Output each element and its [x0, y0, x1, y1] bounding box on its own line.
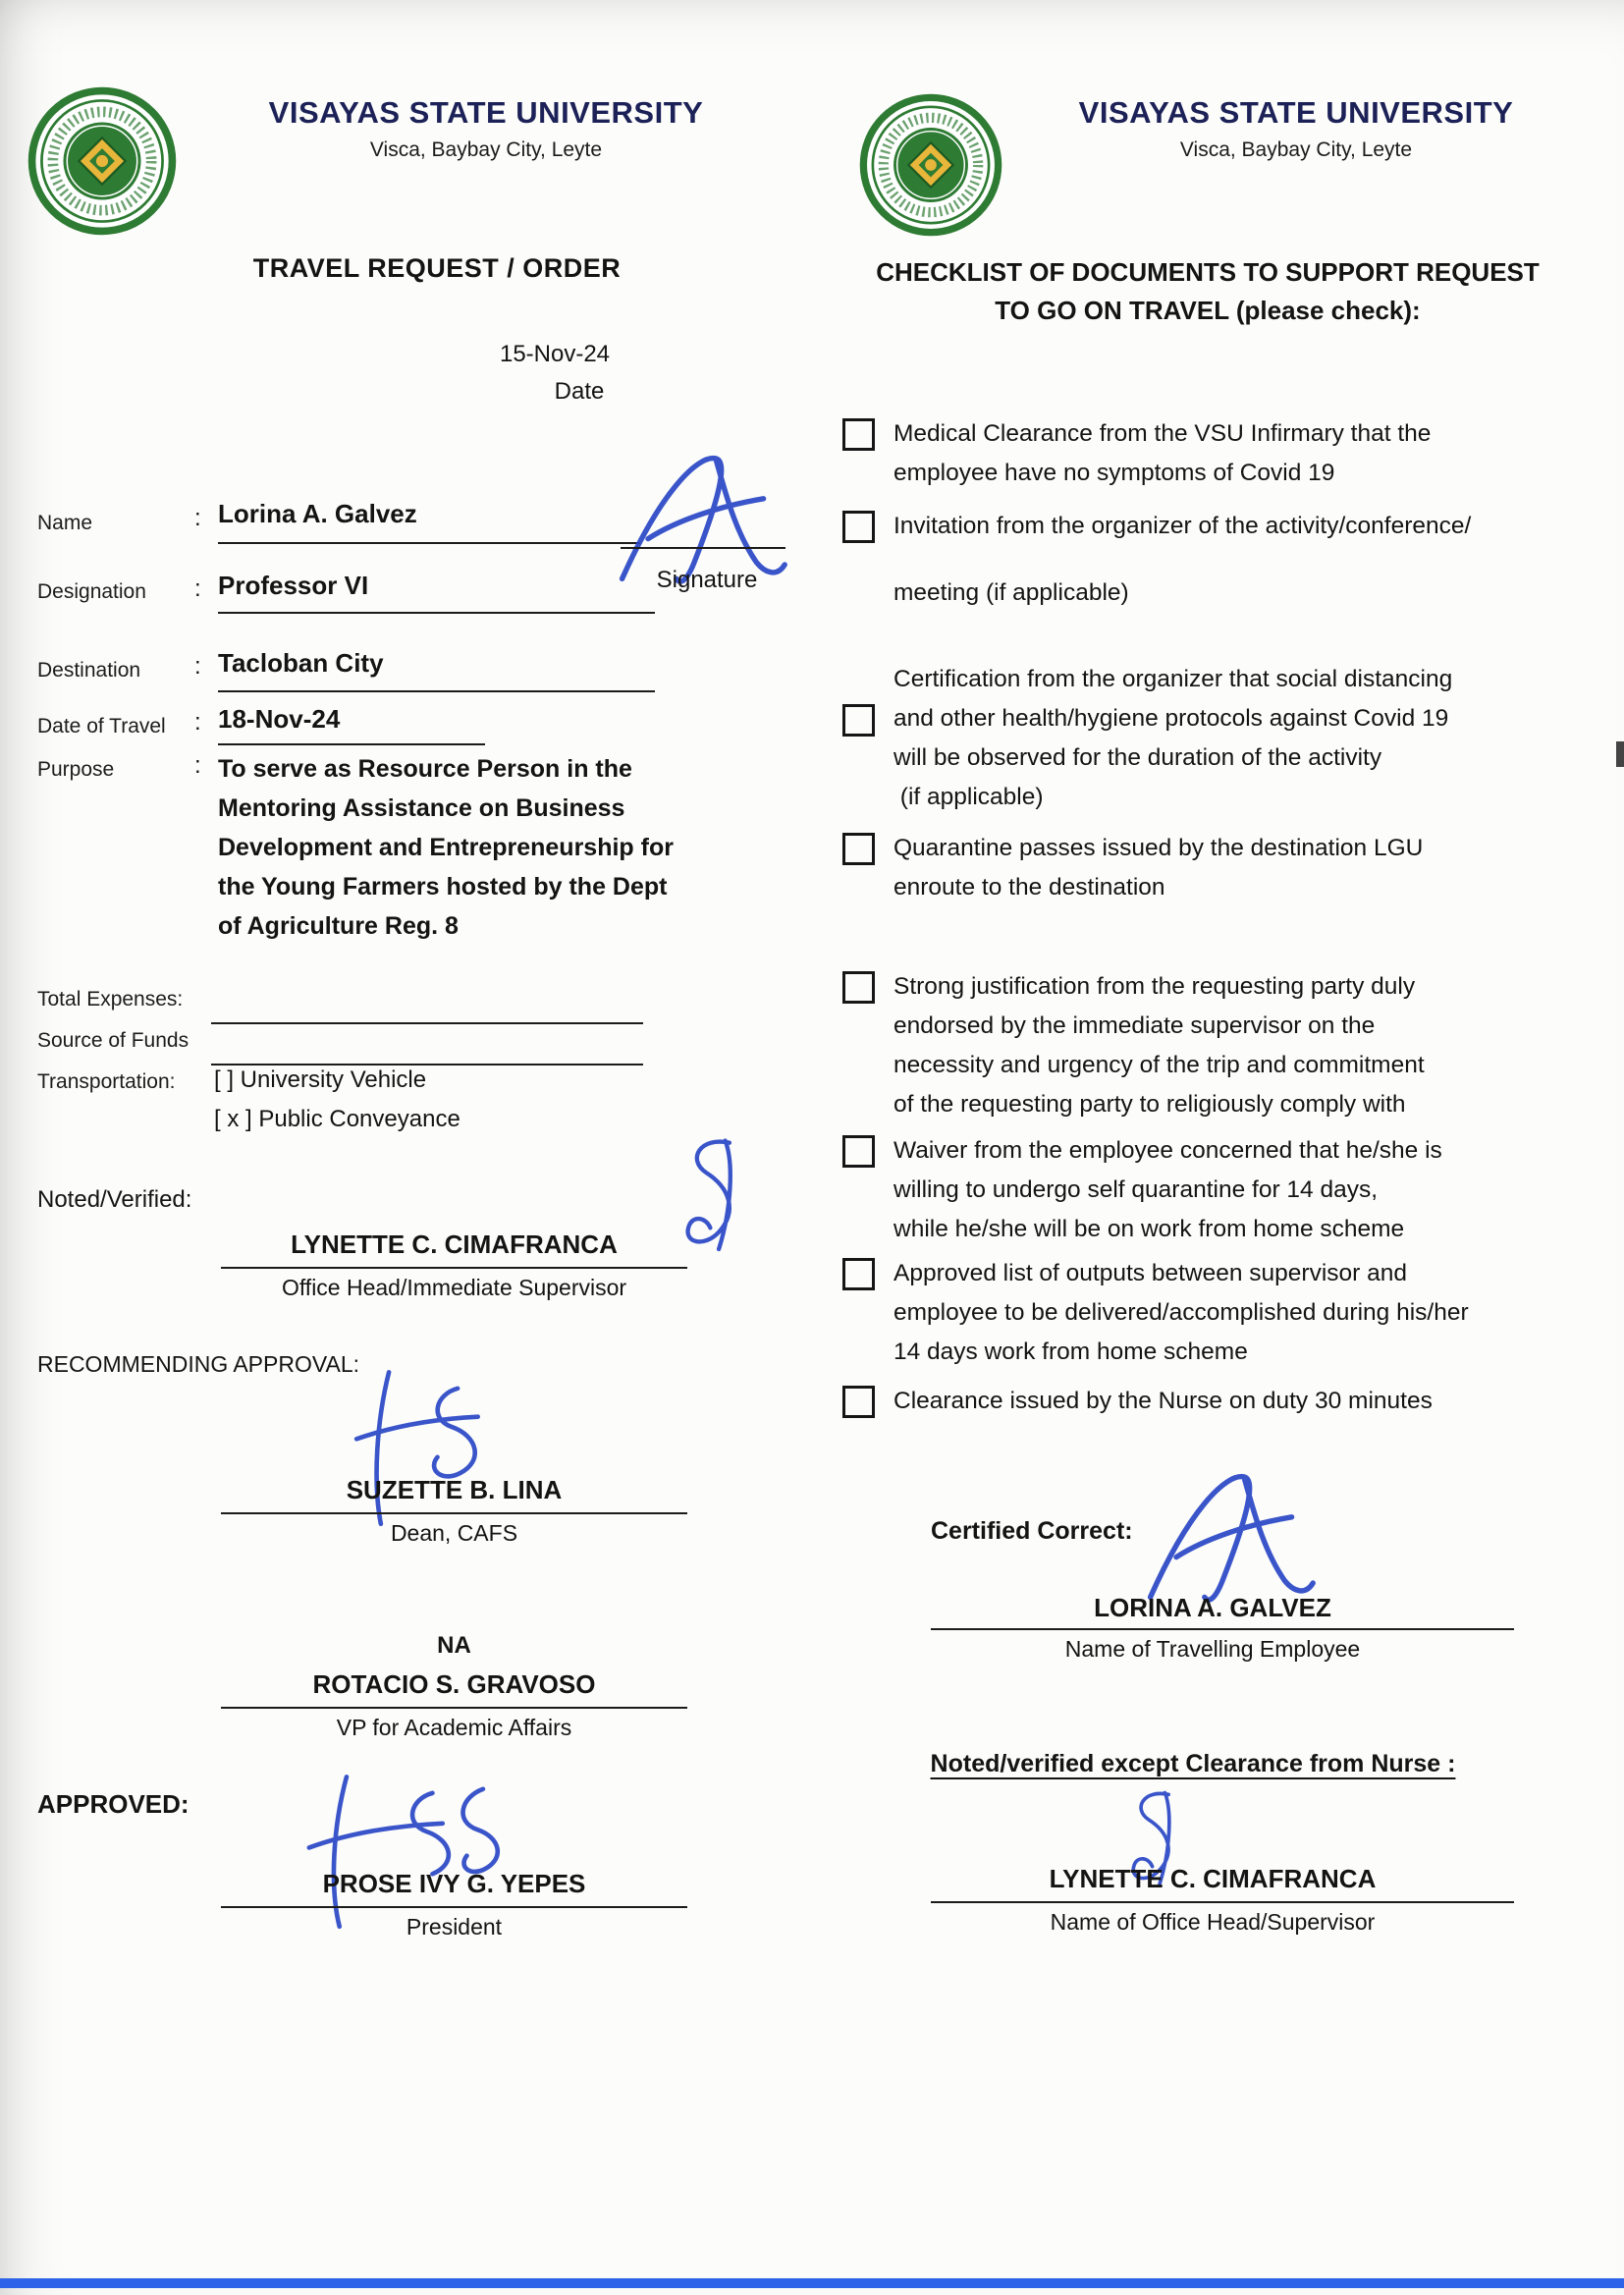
checkbox-quarantine-passes — [842, 833, 875, 865]
noted-except-line — [931, 1901, 1514, 1903]
vsu-seal-logo-left — [27, 86, 177, 236]
checklist-item-invitation — [842, 507, 1569, 613]
checklist-text: employee have no symptoms of Covid 19 — [893, 460, 1335, 486]
source-of-funds-underline — [211, 1064, 643, 1066]
checklist-item-quarantine-passes — [842, 829, 1569, 907]
date-of-travel-underline — [218, 743, 485, 745]
checklist-text: endorsed by the immediate supervisor on the — [893, 1012, 1376, 1039]
purpose-label: Purpose — [37, 758, 115, 781]
checkbox-waiver — [842, 1135, 875, 1168]
checklist-text: employee to be delivered/accomplished during his/her — [893, 1299, 1469, 1326]
signature-ink-galvez-right — [1137, 1465, 1333, 1612]
recommending-second-name: ROTACIO S. GRAVOSO — [312, 1669, 596, 1699]
certified-correct-label: Certified Correct: — [931, 1517, 1133, 1545]
checklist-text: Certification from the organizer that social distancing — [893, 666, 1453, 692]
form-date-value: 15-Nov-24 — [499, 341, 611, 367]
date-of-travel-label: Date of Travel — [37, 715, 166, 738]
checklist-title-line1: CHECKLIST OF DOCUMENTS TO SUPPORT REQUEST — [876, 257, 1540, 287]
checkbox-strong-justification — [842, 971, 875, 1004]
checklist-text: of the requesting party to religiously comply with — [893, 1091, 1406, 1118]
approved-line — [221, 1906, 687, 1908]
university-address-left: Visca, Baybay City, Leyte — [369, 138, 603, 161]
university-address-right: Visca, Baybay City, Leyte — [1179, 138, 1413, 161]
recommending-second-line — [221, 1707, 687, 1709]
name-label: Name — [37, 512, 93, 534]
form-date-label: Date — [554, 378, 605, 405]
signature-label: Signature — [656, 567, 758, 593]
checklist-text: Medical Clearance from the VSU Infirmary that the — [893, 420, 1432, 447]
university-name-left: VISAYAS STATE UNIVERSITY — [268, 95, 704, 130]
signature-ink-yepes — [285, 1763, 550, 1935]
scan-speck — [1616, 741, 1624, 767]
destination-value: Tacloban City — [218, 648, 384, 678]
transportation-label: Transportation: — [37, 1070, 176, 1093]
recommending-approval-label: RECOMMENDING APPROVAL: — [37, 1351, 360, 1377]
checklist-text: Waiver from the employee concerned that he/she is — [893, 1137, 1442, 1164]
destination-label: Destination — [37, 659, 141, 682]
purpose-line: Development and Entrepreneurship for — [218, 834, 674, 861]
vsu-seal-logo-right — [859, 93, 1002, 237]
noted-except-title: Name of Office Head/Supervisor — [1050, 1909, 1376, 1935]
noted-verified-name: LYNETTE C. CIMAFRANCA — [291, 1229, 618, 1259]
date-of-travel-colon: : — [194, 709, 201, 736]
checklist-text: meeting (if applicable) — [893, 579, 1129, 606]
scan-edge-blue-line — [0, 2278, 1624, 2288]
name-underline — [218, 542, 640, 544]
designation-label: Designation — [37, 580, 146, 603]
approved-name: PROSE IVY G. YEPES — [322, 1869, 586, 1898]
checklist — [842, 414, 1569, 1421]
designation-underline — [218, 612, 655, 614]
noted-verified-label: Noted/Verified: — [37, 1186, 192, 1213]
form-title: TRAVEL REQUEST / ORDER — [252, 253, 622, 283]
destination-colon: : — [194, 653, 201, 680]
purpose-line: Mentoring Assistance on Business — [218, 794, 625, 822]
checklist-text: 14 days work from home scheme — [893, 1339, 1248, 1365]
checkbox-medical-clearance — [842, 418, 875, 451]
noted-verified-title: Office Head/Immediate Supervisor — [281, 1275, 627, 1300]
designation-value: Professor VI — [218, 571, 369, 600]
total-expenses-underline — [211, 1022, 643, 1024]
checklist-item-certification — [842, 660, 1569, 817]
checklist-text: Approved list of outputs between supervisor and — [893, 1260, 1407, 1286]
checklist-text: enroute to the destination — [893, 874, 1165, 901]
approved-label: APPROVED: — [37, 1789, 189, 1819]
purpose-line: the Young Farmers hosted by the Dept — [218, 873, 668, 901]
checklist-text: Clearance issued by the Nurse on duty 30 minutes — [893, 1388, 1433, 1414]
recommending-second-na: NA — [437, 1632, 471, 1659]
signature-underline — [621, 547, 785, 549]
checklist-item-approved-outputs — [842, 1254, 1569, 1372]
name-value: Lorina A. Galvez — [218, 499, 417, 528]
certified-correct-title: Name of Travelling Employee — [1064, 1636, 1361, 1662]
total-expenses-label: Total Expenses: — [37, 988, 184, 1011]
noted-verified-line — [221, 1267, 687, 1269]
transportation-option-public-conveyance: [ x ] Public Conveyance — [214, 1106, 460, 1132]
checklist-item-strong-justification — [842, 967, 1569, 1124]
approved-title: President — [406, 1914, 503, 1940]
purpose-line: To serve as Resource Person in the — [218, 755, 632, 783]
checklist-item-waiver — [842, 1131, 1569, 1249]
university-name-right: VISAYAS STATE UNIVERSITY — [1078, 95, 1514, 130]
recommending-second-title: VP for Academic Affairs — [336, 1715, 572, 1740]
checklist-text: and other health/hygiene protocols against Covid 19 — [893, 705, 1449, 732]
name-colon: : — [194, 505, 201, 531]
transportation-option-university-vehicle: [ ] University Vehicle — [214, 1066, 427, 1093]
checklist-text: Invitation from the organizer of the activity/conference/ — [893, 513, 1472, 539]
recommending-first-name: SUZETTE B. LINA — [346, 1475, 563, 1504]
purpose-colon: : — [194, 752, 201, 779]
checkbox-invitation — [842, 511, 875, 543]
checklist-text: necessity and urgency of the trip and commitment — [893, 1052, 1425, 1078]
checklist-title-line2: TO GO ON TRAVEL (please check): — [995, 296, 1421, 325]
signature-ink-lina — [332, 1360, 543, 1532]
certified-correct-name: LORINA A. GALVEZ — [1094, 1593, 1331, 1622]
checkbox-nurse-clearance — [842, 1386, 875, 1418]
checklist-text: (if applicable) — [893, 784, 1044, 810]
destination-underline — [218, 690, 655, 692]
noted-except-name: LYNETTE C. CIMAFRANCA — [1049, 1864, 1377, 1893]
checklist-item-nurse-clearance — [842, 1382, 1569, 1421]
noted-except-label: Noted/verified except Clearance from Nurse : — [930, 1750, 1456, 1777]
checklist-text: willing to undergo self quarantine for 14 days, — [893, 1176, 1379, 1203]
recommending-first-line — [221, 1512, 687, 1514]
checkbox-certification — [842, 704, 875, 737]
checklist-text: while he/she will be on work from home scheme — [893, 1216, 1405, 1242]
date-of-travel-value: 18-Nov-24 — [218, 704, 341, 734]
source-of-funds-label: Source of Funds — [37, 1029, 189, 1052]
purpose-value — [218, 749, 768, 946]
checklist-text: will be observed for the duration of the activity — [893, 744, 1382, 771]
recommending-first-title: Dean, CAFS — [390, 1520, 518, 1546]
checklist-item-medical-clearance — [842, 414, 1569, 493]
checklist-text: Strong justification from the requesting party duly — [893, 973, 1416, 1000]
checkbox-approved-outputs — [842, 1258, 875, 1290]
checklist-text: Quarantine passes issued by the destination LGU — [893, 835, 1424, 861]
certified-correct-line — [931, 1628, 1514, 1630]
purpose-line: of Agriculture Reg. 8 — [218, 912, 459, 940]
designation-colon: : — [194, 575, 201, 602]
